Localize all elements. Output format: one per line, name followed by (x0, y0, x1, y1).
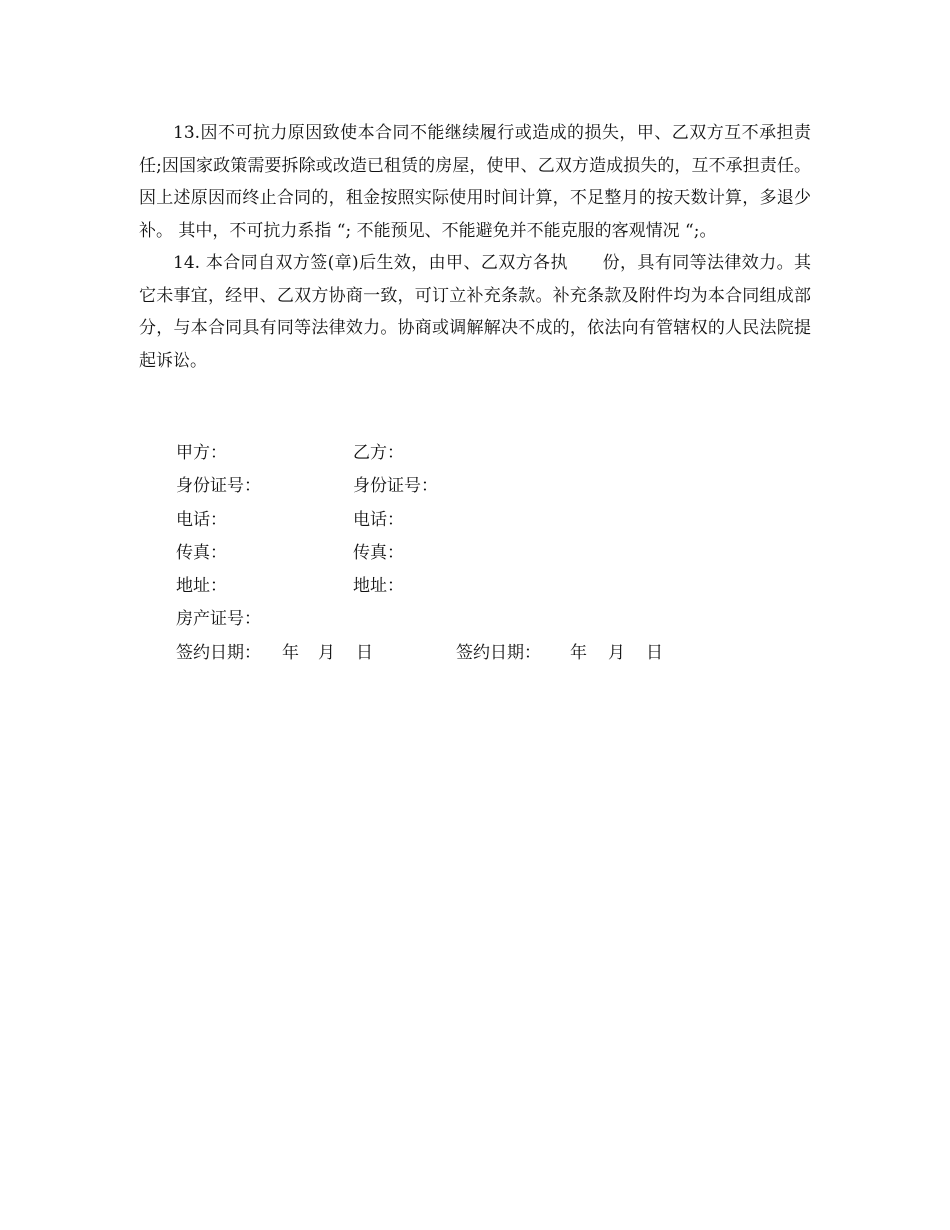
signing-date-label: 签约日期： (456, 642, 541, 663)
party-a-phone-label: 电话： (176, 509, 227, 530)
address-row (176, 570, 736, 603)
month-label: 月 (608, 642, 625, 663)
signing-date-label: 签约日期： (176, 642, 261, 663)
party-a-fax-label: 传真： (176, 542, 227, 563)
day-label: 日 (646, 642, 663, 663)
party-a-label: 甲方： (176, 443, 227, 463)
year-label: 年 (282, 642, 299, 663)
contract-clauses (139, 117, 811, 377)
party-a-address-label: 地址： (176, 576, 227, 597)
month-label: 月 (318, 642, 335, 663)
year-label: 年 (570, 642, 587, 663)
property-cert-label: 房产证号： (176, 609, 261, 630)
day-label: 日 (356, 642, 373, 663)
party-b-phone-label: 电话： (353, 509, 404, 530)
party-b-address-label: 地址： (353, 576, 404, 597)
party-b-id-label: 身份证号： (353, 476, 438, 497)
party-a-signing-date (176, 637, 373, 670)
party-b-signing-date (456, 637, 663, 670)
id-number-row (176, 470, 736, 503)
phone-row (176, 504, 736, 537)
party-b-label: 乙方： (353, 443, 404, 463)
party-b-fax-label: 传真： (353, 542, 404, 563)
fax-row (176, 537, 736, 570)
party-a-id-label: 身份证号： (176, 476, 261, 497)
clause-13: 13.因不可抗力原因致使本合同不能继续履行或造成的损失，甲、乙双方互不承担责任;因国家政策需要拆除或改造已租赁的房屋，使甲、乙双方造成损失的，互不承担责任。因上述原因而终止合同的，租金按照实际使用时间计算，不足整月的按天数计算，多退少补。 其中，不可抗力系指 “; 不能预见、不能避免并不能克服的客观情况 “;。 (139, 123, 811, 241)
clause-14: 14. 本合同自双方签(章)后生效，由甲、乙双方各执 份，具有同等法律效力。其它未事宜，经甲、乙双方协商一致，可订立补充条款。补充条款及附件均为本合同组成部分，与本合同具有同等法律效力。协商或调解解决不成的，依法向有管辖权的人民法院提起诉讼。 (139, 253, 811, 371)
signature-block (176, 437, 736, 670)
party-row (176, 437, 736, 470)
property-cert-row (176, 603, 736, 636)
signing-date-row (176, 637, 736, 670)
